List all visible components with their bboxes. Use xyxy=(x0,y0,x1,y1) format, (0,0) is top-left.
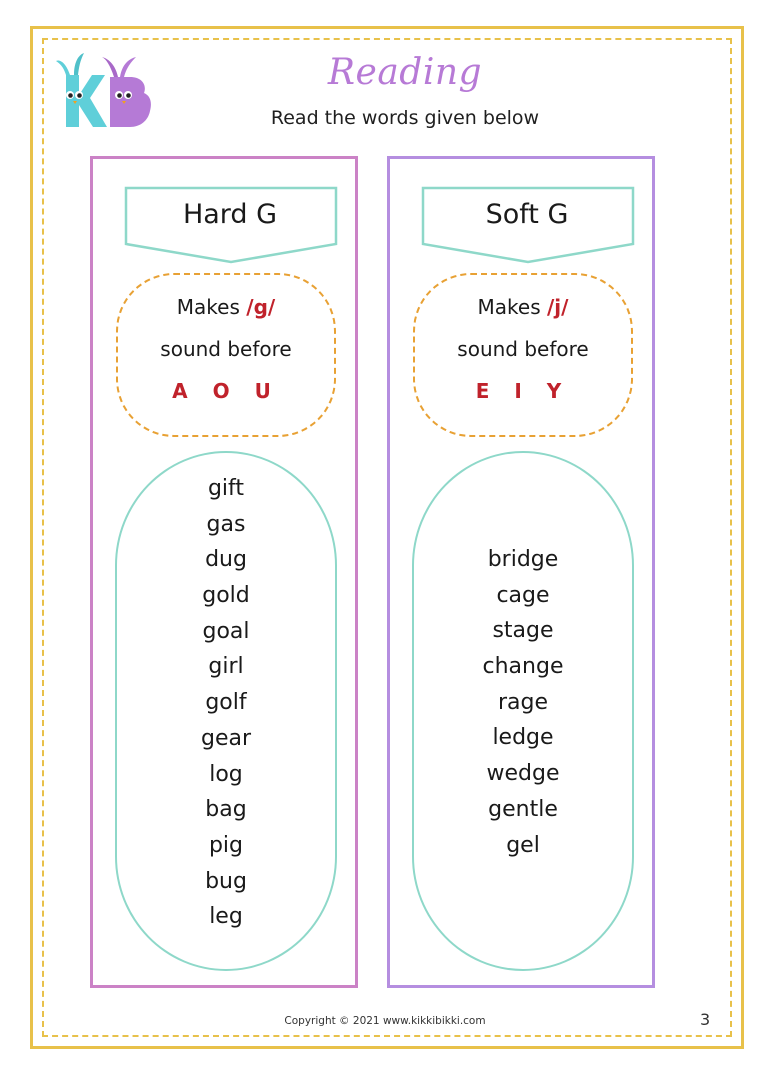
word-item: gear xyxy=(200,725,252,751)
hard-g-rule-line-1 xyxy=(118,295,334,319)
word-item: leg xyxy=(209,904,243,930)
hard-g-heading: Hard G xyxy=(182,199,278,230)
word-item: ledge xyxy=(492,725,554,751)
hard-g-column xyxy=(90,156,358,988)
word-item: gift xyxy=(207,476,245,501)
word-item: dug xyxy=(205,547,247,573)
soft-g-rule-line-2: sound before xyxy=(457,337,589,361)
hard-g-sound: /g/ xyxy=(246,295,276,319)
word-item: change xyxy=(482,654,564,680)
page-number: 3 xyxy=(700,1010,711,1029)
hard-g-rule-box xyxy=(116,273,336,437)
word-item: log xyxy=(209,761,243,787)
soft-g-heading: Soft G xyxy=(485,199,569,230)
word-item: gas xyxy=(206,511,246,537)
word-item: rage xyxy=(497,689,549,715)
word-item: wedge xyxy=(486,761,560,787)
word-item: cage xyxy=(496,582,550,608)
soft-g-column xyxy=(387,156,655,988)
soft-g-rule-prefix: Makes xyxy=(477,295,541,319)
word-item: gold xyxy=(202,583,250,609)
hard-g-word-list xyxy=(117,471,335,935)
word-item: golf xyxy=(205,690,247,716)
hard-g-vowels: A O U xyxy=(172,379,280,403)
soft-g-word-oval xyxy=(412,451,634,971)
word-item: girl xyxy=(208,654,244,680)
kb-logo xyxy=(52,45,152,135)
word-item: bag xyxy=(205,797,247,823)
page-title: Reading xyxy=(327,52,483,93)
soft-g-word-list xyxy=(414,542,632,863)
word-item: stage xyxy=(492,618,554,644)
hard-g-word-oval xyxy=(115,451,337,971)
hard-g-rule-line-2: sound before xyxy=(160,337,292,361)
copyright-text: Copyright © 2021 www.kikkibikki.com xyxy=(284,1015,486,1027)
soft-g-rule-line-1 xyxy=(415,295,631,319)
soft-g-vowels: E I Y xyxy=(475,379,571,403)
soft-g-rule-box xyxy=(413,273,633,437)
hard-g-rule-prefix: Makes xyxy=(176,295,240,319)
soft-g-sound: /j/ xyxy=(547,295,569,319)
word-item: gentle xyxy=(488,796,558,822)
word-item: goal xyxy=(202,618,250,644)
word-item: gel xyxy=(506,832,540,858)
word-item: bridge xyxy=(487,547,559,572)
word-item: pig xyxy=(208,832,244,858)
word-item: bug xyxy=(205,868,247,894)
page-subtitle: Read the words given below xyxy=(270,107,540,129)
